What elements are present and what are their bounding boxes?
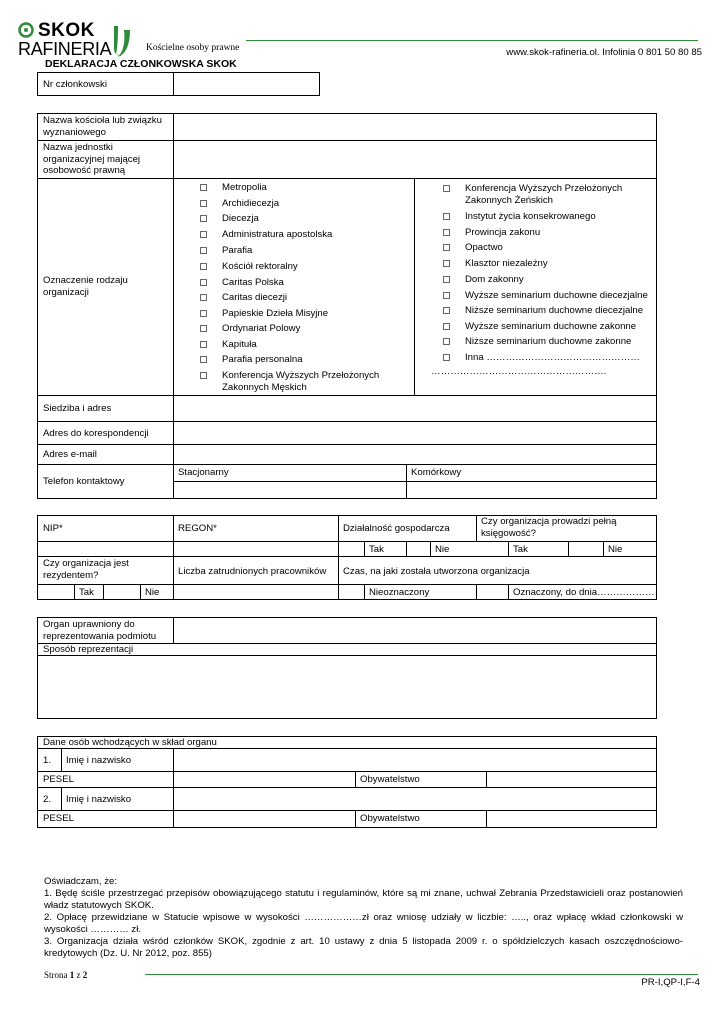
other-type-dots: ……………………………………………….	[431, 366, 607, 377]
footer-rule	[145, 974, 698, 975]
member-1-pesel-field[interactable]	[174, 772, 354, 786]
checkbox-icon[interactable]	[200, 294, 207, 301]
regon-label: REGON*	[178, 523, 217, 534]
checkbox-icon[interactable]	[200, 231, 207, 238]
page-title: DEKLARACJA CZŁONKOWSKA SKOK	[45, 58, 237, 70]
organ-label: Organ uprawniony do reprezentowania podmiotu	[43, 619, 157, 642]
checkbox-icon[interactable]	[200, 263, 207, 270]
member-2-number: 2.	[43, 794, 52, 805]
accounting-yes-box[interactable]	[569, 542, 602, 555]
member-2-name-label: Imię i nazwisko	[66, 794, 132, 805]
mobile-label: Komórkowy	[411, 467, 462, 478]
correspondence-address-field[interactable]	[174, 422, 656, 443]
checkbox-icon[interactable]	[200, 200, 207, 207]
member-1-citizenship-field[interactable]	[487, 772, 656, 786]
logo-emblem-icon	[18, 22, 34, 38]
member-1-name-field[interactable]	[174, 749, 656, 770]
checkbox-icon[interactable]	[200, 310, 207, 317]
checkbox-icon[interactable]	[200, 341, 207, 348]
member-2-pesel-field[interactable]	[174, 811, 354, 827]
checkbox-icon[interactable]	[443, 260, 450, 267]
checkbox-icon[interactable]	[200, 247, 207, 254]
member-1-citizenship-label: Obywatelstwo	[360, 774, 420, 785]
checkbox-icon[interactable]	[200, 184, 207, 191]
logo-text-top: SKOK	[38, 20, 95, 41]
accounting-no-label: Nie	[608, 544, 623, 555]
member-2-name-field[interactable]	[174, 788, 656, 809]
unit-name-field[interactable]	[174, 141, 656, 177]
members-header: Dane osób wchodzących w skład organu	[43, 737, 217, 748]
period-definite-box[interactable]	[477, 585, 507, 599]
checkbox-icon[interactable]	[443, 307, 450, 314]
employees-label: Liczba zatrudnionych pracowników	[178, 566, 327, 577]
logo-text-bottom: RAFINERIA	[18, 39, 112, 59]
checkbox-icon[interactable]	[443, 292, 450, 299]
member-number-label: Nr członkowski	[43, 79, 107, 90]
member-2-citizenship-field[interactable]	[487, 811, 656, 827]
period-indefinite-label: Nieoznaczony	[369, 587, 430, 598]
seat-address-label: Siedziba i adres	[43, 403, 112, 414]
declaration	[44, 876, 683, 960]
checkbox-icon[interactable]	[443, 276, 450, 283]
church-name-label: Nazwa kościoła lub związku wyznaniowego	[43, 115, 162, 138]
resident-yes-box[interactable]	[104, 585, 139, 599]
accounting-yes-label: Tak	[513, 544, 528, 555]
checkbox-icon[interactable]	[200, 372, 207, 379]
business-yes-label: Tak	[369, 544, 384, 555]
nip-label: NIP*	[43, 523, 63, 534]
representation-method-field[interactable]	[38, 656, 656, 718]
nip-field[interactable]	[38, 542, 172, 555]
member-1-pesel-label: PESEL	[43, 774, 74, 785]
org-period-label: Czas, na jaki została utworzona organizacja	[343, 566, 530, 577]
landline-label: Stacjonarny	[178, 467, 229, 478]
regon-field[interactable]	[174, 542, 337, 555]
logo-leaf-icon	[110, 24, 132, 58]
member-1-name-label: Imię i nazwisko	[66, 755, 132, 766]
checkbox-icon[interactable]	[200, 325, 207, 332]
checkbox-icon[interactable]	[200, 279, 207, 286]
header-website-info: www.skok-rafineria.ol. Infolinia 0 801 50 80 85	[506, 47, 702, 58]
checkbox-icon[interactable]	[443, 213, 450, 220]
declaration-point-3: 3. Organizacja działa wśród członków SKOK, zgodnie z art. 10 ustawy z dnia 5 listopada 2009 r. o spółdzielczych kasach oszczędnościowo-kredytowych (Dz. U. Nr 2012, poz. 855)	[44, 936, 683, 959]
business-yes-box[interactable]	[407, 542, 429, 555]
page-number: Strona 1 z 2	[44, 970, 88, 980]
checkbox-icon[interactable]	[200, 215, 207, 222]
checkbox-icon[interactable]	[443, 185, 450, 192]
business-no-box[interactable]	[477, 542, 507, 555]
email-field[interactable]	[174, 445, 656, 463]
member-1-number: 1.	[43, 755, 52, 766]
checkbox-icon[interactable]	[443, 354, 450, 361]
phone-label: Telefon kontaktowy	[43, 476, 125, 487]
header-rule	[246, 40, 698, 41]
landline-field[interactable]	[174, 482, 405, 498]
checkbox-icon[interactable]	[200, 356, 207, 363]
seat-address-field[interactable]	[174, 396, 656, 420]
logo	[18, 22, 133, 62]
organization-type-label: Oznaczenie rodzaju organizacji	[43, 275, 128, 298]
checkbox-icon[interactable]	[443, 244, 450, 251]
organ-field[interactable]	[174, 618, 656, 642]
member-2-citizenship-label: Obywatelstwo	[360, 813, 420, 824]
form-code: PR-I,QP-I,F-4	[641, 977, 700, 988]
resident-question: Czy organizacja jest rezydentem?	[43, 558, 129, 581]
period-definite-label: Oznaczony, do dnia………………	[513, 587, 655, 598]
member-number-field[interactable]	[174, 73, 319, 95]
declaration-point-1: 1. Będę ściśle przestrzegać przepisów obowiązującego statutu i regulaminów, które są mi znane, uchwał Zebrania Przedstawicieli oraz postanowień władz statutowych SKOK.	[44, 888, 683, 911]
accounting-question: Czy organizacja prowadzi pełną księgowość?	[481, 516, 617, 539]
business-activity-label: Działalność gospodarcza	[343, 523, 450, 534]
mobile-field[interactable]	[407, 482, 656, 498]
checkbox-icon[interactable]	[443, 323, 450, 330]
header-subtitle: Kościelne osoby prawne	[146, 43, 240, 53]
declaration-intro: Oświadczam, że:	[44, 876, 118, 887]
employees-field[interactable]	[174, 585, 337, 599]
resident-no-label: Nie	[145, 587, 160, 598]
checkbox-icon[interactable]	[443, 338, 450, 345]
email-label: Adres e-mail	[43, 449, 97, 460]
declaration-point-2: 2. Opłacę przewidziane w Statucie wpisowe w wysokości ………………zł oraz wniosę udziały w liczbie: ….., oraz wpłacę wkład członkowski w wysokości ………… zł.	[44, 912, 683, 935]
period-indefinite-box[interactable]	[339, 585, 363, 599]
representation-method-label: Sposób reprezentacji	[43, 644, 134, 655]
business-no-label: Nie	[435, 544, 450, 555]
member-2-pesel-label: PESEL	[43, 813, 74, 824]
correspondence-address-label: Adres do korespondencji	[43, 428, 149, 439]
unit-name-label: Nazwa jednostki organizacyjnej mającej osobowość prawną	[43, 142, 141, 176]
resident-yes-label: Tak	[79, 587, 94, 598]
church-name-field[interactable]	[174, 114, 656, 139]
checkbox-icon[interactable]	[443, 229, 450, 236]
